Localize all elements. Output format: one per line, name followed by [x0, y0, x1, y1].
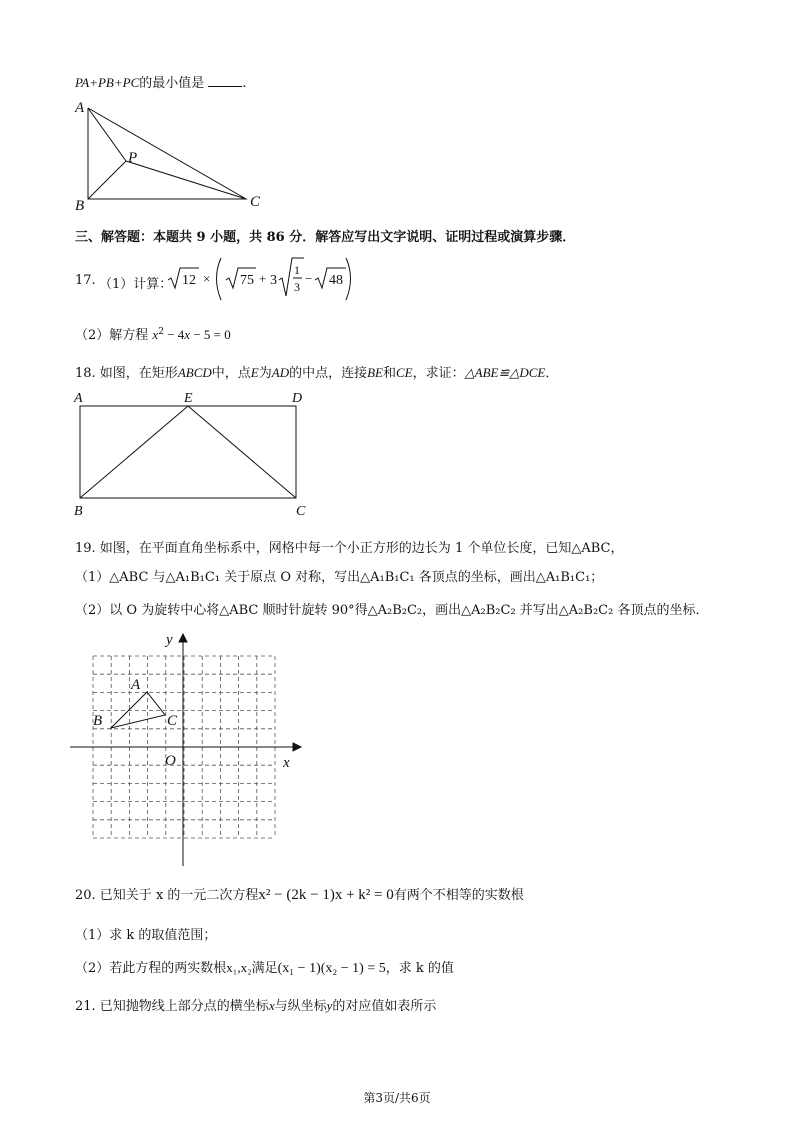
section-heading: 三、解答题：本题共 9 小题，共 86 分．解答应写出文字说明、证明过程或演算步骤．: [75, 230, 576, 245]
frac-num: 1: [294, 263, 300, 277]
triangle-abc: [88, 108, 246, 199]
q20-part2: （2）若此方程的两实数根x₁,x₂满足(x₁ − 1)(x₂ − 1) = 5，求 k 的值: [75, 960, 454, 976]
svg-text:−: −: [305, 271, 313, 286]
rect-abcd: [80, 406, 296, 498]
segment-ce: [188, 406, 296, 498]
sqrt-12: 12: [182, 273, 196, 288]
q19-line1: 19. 如图，在平面直角坐标系中，网格中每一个小正方形的边长为 1 个单位长度，已知△ABC，: [75, 541, 624, 556]
segment-be: [80, 406, 188, 498]
segment-pc: [126, 161, 246, 199]
figure-triangle-p: [70, 96, 270, 216]
q19-line3: （2）以 O 为旋转中心将△ABC 顺时针旋转 90°得△A₂B₂C₂，画出△A₂B₂C₂ 并写出△A₂B₂C₂ 各顶点的坐标．: [75, 603, 709, 618]
label-b: B: [75, 198, 85, 214]
label-x: x: [283, 755, 290, 771]
sqrt-48: 48: [329, 273, 343, 288]
y-axis-arrow-icon: [179, 634, 187, 642]
q17-p1-label: （1）计算：: [99, 277, 173, 292]
label-b: B: [93, 713, 103, 729]
label-o: O: [165, 753, 176, 769]
svg-text:×: ×: [203, 271, 211, 286]
q16-tail: [75, 72, 247, 91]
q17-number: 17.: [75, 273, 96, 288]
label-c: C: [250, 194, 261, 210]
q17-part2: （2）解方程 $x^2 - 4x - 5 = 0$: [75, 327, 231, 343]
label-e: E: [184, 391, 193, 406]
frac-den: 3: [294, 280, 300, 294]
q16-end: .: [242, 76, 247, 91]
segment-pb: [88, 161, 126, 199]
label-b: B: [74, 504, 83, 519]
triangle-abc: [111, 692, 165, 728]
svg-text:+: +: [259, 271, 267, 286]
page-footer: 第3页/共6页: [363, 1091, 431, 1105]
q21-text: 21. 已知抛物线上部分点的横坐标x与纵坐标y的对应值如表所示: [75, 998, 437, 1014]
label-y: y: [166, 632, 173, 648]
x-axis-arrow-icon: [293, 743, 301, 751]
q16-expr: PA+PB+PC: [75, 75, 140, 90]
label-a: A: [131, 677, 141, 693]
q18-text: 18. 如图，在矩形ABCD中，点E为AD的中点，连接BE和CE，求证：△ABE≌△DCE．: [75, 365, 559, 381]
label-a: A: [74, 391, 83, 406]
label-c: C: [167, 713, 178, 729]
answer-blank[interactable]: [208, 74, 242, 87]
coef-3: 3: [270, 273, 277, 288]
q20-text: 20. 已知关于 x 的一元二次方程x² − (2k − 1)x + k² = 0有两个不相等的实数根: [75, 887, 524, 903]
q17-expression: [166, 252, 356, 304]
label-c: C: [296, 504, 306, 519]
label-a: A: [75, 100, 85, 116]
q20-part1: （1）求 k 的取值范围；: [75, 928, 217, 943]
q16-text: 的最小值是: [139, 76, 205, 91]
figure-coordinate-grid: [65, 628, 305, 868]
label-d: D: [292, 391, 303, 406]
sqrt-75: 75: [240, 273, 254, 288]
segment-pa: [88, 108, 126, 161]
q19-line2: （1）△ABC 与△A₁B₁C₁ 关于原点 O 对称，写出△A₁B₁C₁ 各顶点的坐标，画出△A₁B₁C₁；: [75, 570, 604, 585]
label-p: P: [128, 150, 138, 166]
figure-rectangle: [70, 388, 320, 520]
q20-equation: x² − (2k − 1)x + k² = 0: [258, 887, 394, 903]
